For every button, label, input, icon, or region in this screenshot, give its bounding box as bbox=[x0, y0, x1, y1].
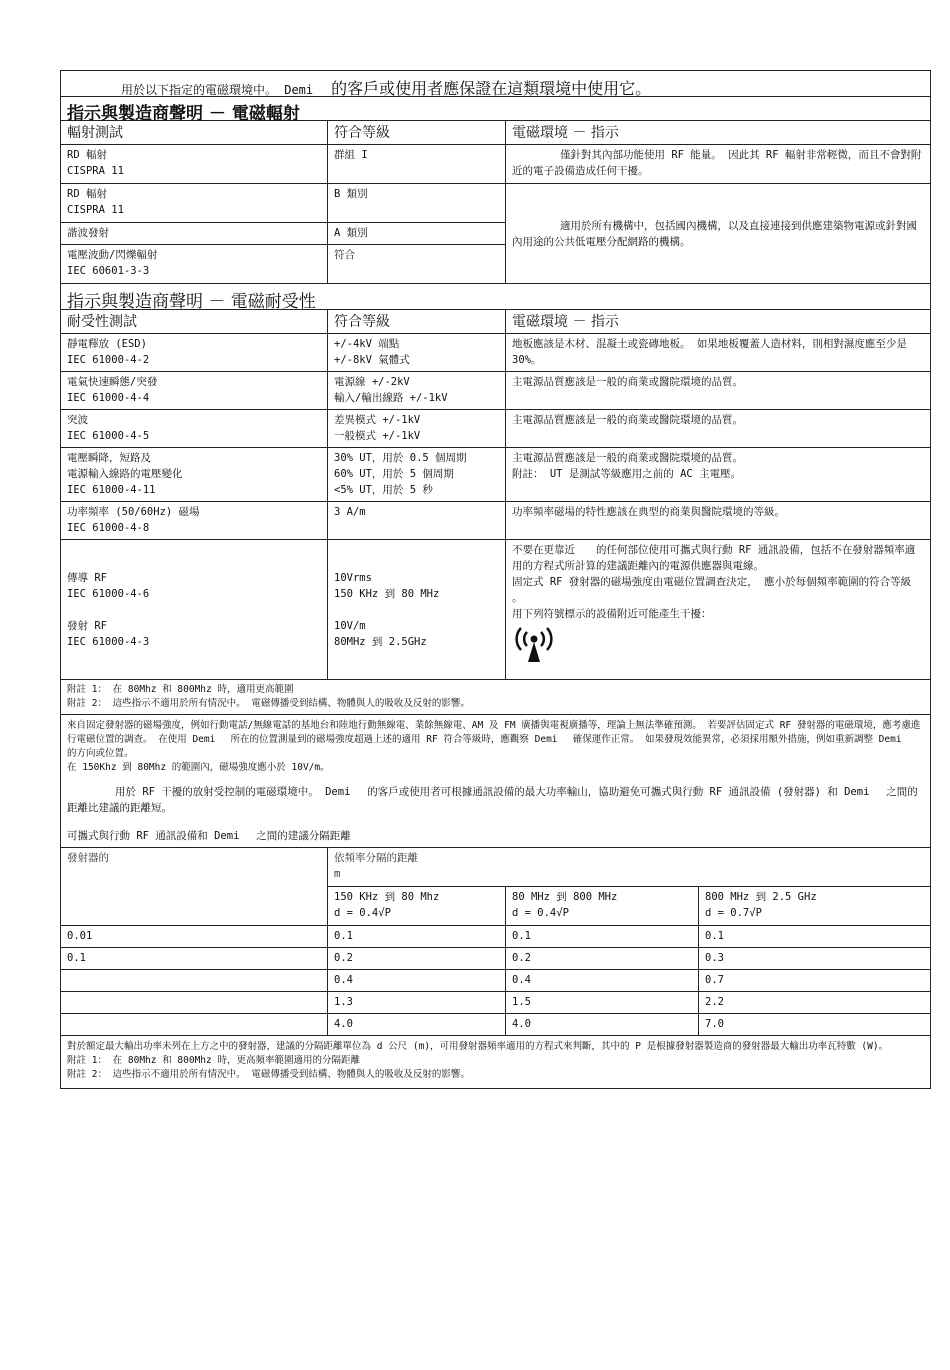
note-line: 附註 2： 這些指示不適用於所有情況中。 電磁傳播受到結構、物體與人的吸收及反射的影響。 bbox=[67, 698, 470, 709]
sep-cell: 0.7 bbox=[699, 970, 931, 992]
note-line: 對於額定最大輸出功率未列在上方之中的發射器，建議的分隔距離單位為 d 公尺 (m)，可用發射器頻率適用的方程式來判斷，其中的 P 是根據發射器製造商的發射器最大輸出功率瓦特數 (W)。 bbox=[67, 1041, 889, 1052]
intro-large: 的客戶或使用者應保證在這類環境中使用它。 bbox=[331, 79, 652, 98]
sep-cell: 0.3 bbox=[699, 948, 931, 970]
sep-cell: 0.4 bbox=[506, 970, 699, 992]
immunity-notes bbox=[61, 680, 930, 715]
emission-row-test: 電壓波動/閃爍輻射 IEC 60601-3-3 bbox=[61, 245, 328, 284]
immunity-row-env: 主電源品質應該是一般的商業或醫院環境的品質。 bbox=[506, 410, 931, 448]
sep-cell: 0.4 bbox=[328, 970, 506, 992]
immunity-row-test: 電壓瞬降，短路及 電源輸入線路的電壓變化 IEC 61000-4-11 bbox=[61, 448, 328, 502]
note-line: 附註 1： 在 80Mhz 和 800Mhz 時，更高頻率範圍適用的分隔距離 bbox=[67, 1055, 360, 1066]
emission-table bbox=[60, 120, 931, 284]
sep-subheader: 800 MHz 到 2.5 GHz d = 0.7√P bbox=[699, 887, 931, 926]
sep-cell: 7.0 bbox=[699, 1014, 931, 1036]
immunity-row-level: 3 A/m bbox=[328, 502, 506, 540]
final-notes bbox=[61, 1035, 930, 1088]
para-line: 來自固定發射器的磁場強度，例如行動電話/無線電話的基地台和陸地行動無線電、業餘無線電、AM 及 FM 廣播與電視廣播等，理論上無法準確預測。 若要評估固定式 RF 發射器的電磁環境，應考慮進行電磁位置的調查。 在使用 Demi 所在的位置測量到的磁場強度超過上述的適用 RF 符合等級時，應觀察 Demi 確保運作正常。 如果發現效能異常，必須採用額外措施，例如重新調整 Demi 的方向或位置。 bbox=[67, 720, 921, 759]
sep-cell bbox=[61, 970, 328, 992]
emission-row-level: 群組 I bbox=[328, 145, 506, 184]
control-paragraph: 用於 RF 干擾的放射受控制的電磁環境中。 Demi 的客戶或使用者可根據通訊設備的最大功率輸山，協助避免可攜式與行動 RF 通訊設備 (發射器) 和 Demi 之間的距離比建議的距離短。 bbox=[67, 786, 918, 814]
emission-row-env: 僅針對其內部功能使用 RF 能量。 因此其 RF 輻射非常輕微，而且不會對附近的電子設備造成任何干擾。 bbox=[506, 145, 931, 184]
emission-header-test: 輻射測試 bbox=[61, 121, 328, 145]
immunity-row-env-cell bbox=[506, 540, 931, 680]
sep-cell: 0.2 bbox=[328, 948, 506, 970]
sep-cell: 0.1 bbox=[506, 926, 699, 948]
sep-header-unit: m bbox=[334, 868, 341, 880]
document-frame bbox=[60, 70, 931, 1089]
sep-cell bbox=[61, 992, 328, 1014]
immunity-row-env: 主電源品質應該是一般的商業或醫院環境的品質。 附註： UT 是測試等級應用之前的 AC 主電壓。 bbox=[506, 448, 931, 502]
sep-subheader: 80 MHz 到 800 MHz d = 0.4√P bbox=[506, 887, 699, 926]
fixed-transmitter-paragraph bbox=[61, 715, 930, 778]
immunity-row-test: 電氣快速瞬態/突發 IEC 61000-4-4 bbox=[61, 372, 328, 410]
emission-row-level: B 類別 bbox=[328, 184, 506, 223]
sep-cell bbox=[61, 1014, 328, 1036]
table-row bbox=[61, 948, 931, 970]
emission-title: 指示與製造商聲明 － 電磁輻射 bbox=[61, 97, 930, 121]
emission-row-env: 適用於所有機構中，包括國內機構，以及直接連接到供應建築物電源或針對國內用途的公共低電壓分配網路的機構。 bbox=[506, 184, 931, 284]
immunity-row-level: 電源線 +/-2kV 輸入/輸出線路 +/-1kV bbox=[328, 372, 506, 410]
immunity-row-test: 突波 IEC 61000-4-5 bbox=[61, 410, 328, 448]
emission-row-test: RD 輻射 CISPRA 11 bbox=[61, 184, 328, 223]
sep-cell: 2.2 bbox=[699, 992, 931, 1014]
immunity-row-test: 靜電釋放 (ESD) IEC 61000-4-2 bbox=[61, 334, 328, 372]
para-line: 在 150Khz 到 80Mhz 的範圍內，磁場強度應小於 10V/m。 bbox=[67, 762, 330, 773]
sep-cell: 0.1 bbox=[699, 926, 931, 948]
sep-cell: 4.0 bbox=[328, 1014, 506, 1036]
table-row bbox=[61, 992, 931, 1014]
sep-header-transmitter: 發射器的 bbox=[61, 848, 328, 926]
emission-row-level: A 類別 bbox=[328, 223, 506, 245]
immunity-row-env: 地板應該是木材、混凝土或瓷磚地板。 如果地板覆蓋人造材料，則相對濕度應至少是 30%。 bbox=[506, 334, 931, 372]
immunity-row-env: 主電源品質應該是一般的商業或醫院環境的品質。 bbox=[506, 372, 931, 410]
table-row bbox=[61, 1014, 931, 1036]
immunity-row-env: 不要在更靠近 的任何部位使用可攜式與行動 RF 通訊設備，包括不在發射器頻率適用的方程式所計算的建議距離內的電源供應器與電線。 固定式 RF 發射器的磁場強度由電磁位置調查決定， 應小於每個頻率範圍的符合等級 。 用下列符號標示的設備附近可能產生干擾： bbox=[512, 544, 916, 620]
emission-header-env: 電磁環境 － 指示 bbox=[506, 121, 931, 145]
immunity-row-level: 30% UT，用於 0.5 個周期 60% UT，用於 5 個周期 <5% UT，用於 5 秒 bbox=[328, 448, 506, 502]
immunity-row-level: 10Vrms 150 KHz 到 80 MHz 10V/m 80MHz 到 2.5GHz bbox=[328, 540, 506, 680]
sep-header-group bbox=[328, 848, 931, 887]
sep-subheader: 150 KHz 到 80 Mhz d = 0.4√P bbox=[328, 887, 506, 926]
immunity-header-level: 符合等級 bbox=[328, 310, 506, 334]
separation-title: 可攜式與行動 RF 通訊設備和 Demi 之間的建議分隔距離 bbox=[67, 830, 351, 842]
sep-header-group-label: 依頻率分隔的距離 bbox=[334, 852, 418, 864]
immunity-row-level: 差異模式 +/-1kV 一般模式 +/-1kV bbox=[328, 410, 506, 448]
table-row bbox=[61, 970, 931, 992]
sep-cell: 4.0 bbox=[506, 1014, 699, 1036]
emission-header-level: 符合等級 bbox=[328, 121, 506, 145]
sep-cell: 0.2 bbox=[506, 948, 699, 970]
emission-row-test: 諧波發射 bbox=[61, 223, 328, 245]
immunity-table bbox=[60, 309, 931, 680]
sep-cell: 1.3 bbox=[328, 992, 506, 1014]
immunity-header-env: 電磁環境 － 指示 bbox=[506, 310, 931, 334]
immunity-row-test: 傳導 RF IEC 61000-4-6 發射 RF IEC 61000-4-3 bbox=[61, 540, 328, 680]
sep-cell: 0.1 bbox=[328, 926, 506, 948]
note-line: 附註 1： 在 80Mhz 和 800Mhz 時，適用更高範圍 bbox=[67, 684, 294, 695]
emission-row-test: RD 輻射 CISPRA 11 bbox=[61, 145, 328, 184]
sep-cell: 0.01 bbox=[61, 926, 328, 948]
immunity-row-env: 功率頻率磁場的特性應該在典型的商業與醫院環境的等級。 bbox=[506, 502, 931, 540]
sep-cell: 0.1 bbox=[61, 948, 328, 970]
separation-table bbox=[60, 847, 931, 1036]
non-ionizing-radiation-icon bbox=[512, 626, 924, 669]
immunity-title: 指示與製造商聲明 － 電磁耐受性 bbox=[61, 284, 930, 310]
sep-cell: 1.5 bbox=[506, 992, 699, 1014]
intro-small: 用於以下指定的電磁環境中。 Demi bbox=[121, 83, 314, 97]
note-line: 附註 2： 這些指示不適用於所有情況中。 電磁傳播受到結構、物體與人的吸收及反射的影響。 bbox=[67, 1069, 470, 1080]
emission-row-level: 符合 bbox=[328, 245, 506, 284]
immunity-row-level: +/-4kV 端點 +/-8kV 氣體式 bbox=[328, 334, 506, 372]
immunity-header-test: 耐受性測試 bbox=[61, 310, 328, 334]
immunity-row-test: 功率頻率 (50/60Hz) 磁場 IEC 61000-4-8 bbox=[61, 502, 328, 540]
intro-line bbox=[61, 71, 930, 97]
table-row bbox=[61, 926, 931, 948]
